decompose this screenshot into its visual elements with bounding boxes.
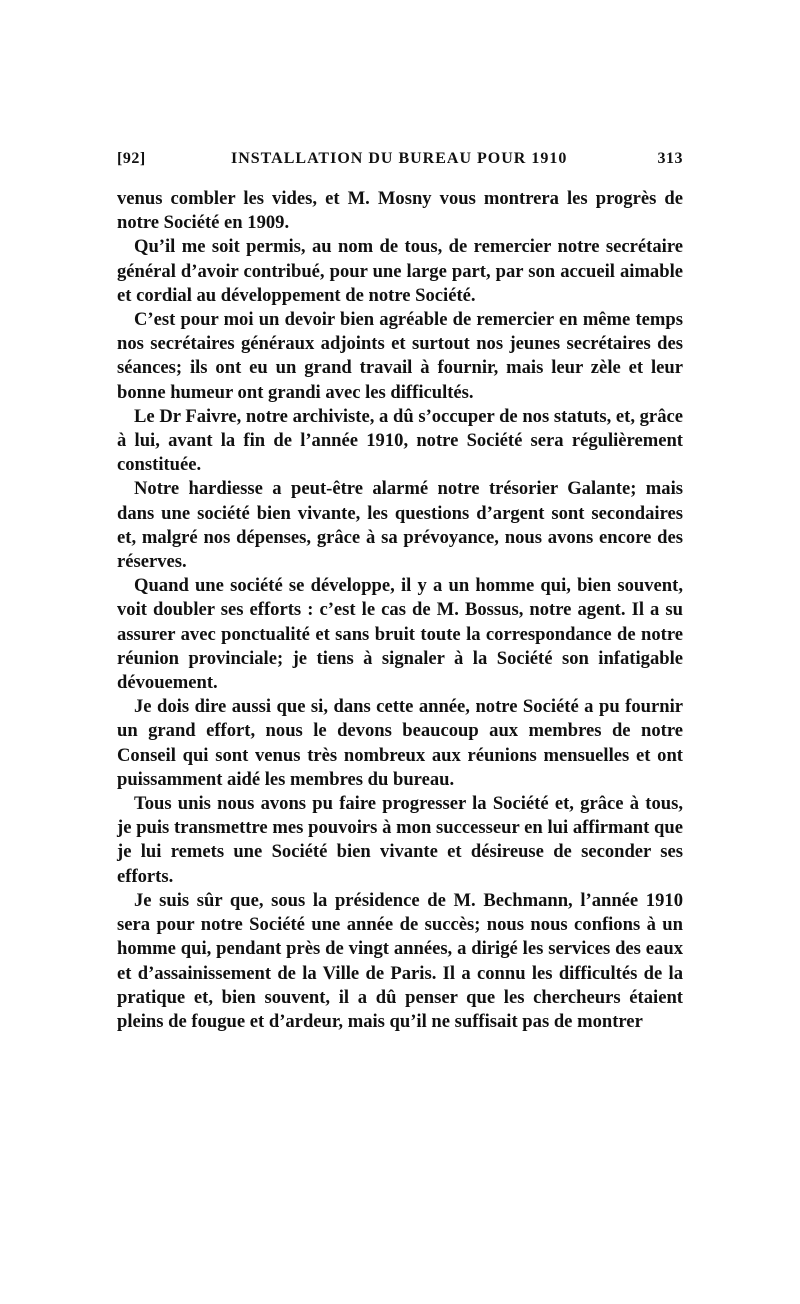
bracket-page-ref: [92] — [117, 150, 146, 167]
page-number: 313 — [657, 150, 683, 167]
body-text — [117, 187, 683, 1034]
book-page — [117, 150, 683, 1034]
paragraph: venus combler les vides, et M. Mosny vous montrera les progrès de notre Société en 1909. — [117, 188, 683, 234]
paragraph: Notre hardiesse a peut-être alarmé notre trésorier Galante; mais dans une société bien vivante, les questions d’argent sont secondaires et, malgré nos dépenses, grâce à sa prévoyance, nous avons encore des réserves. — [117, 478, 683, 573]
running-title: INSTALLATION DU BUREAU POUR 1910 — [231, 150, 568, 167]
paragraph: Le Dr Faivre, notre archiviste, a dû s’occuper de nos statuts, et, grâce à lui, avant la fin de l’année 1910, notre Société sera régulièrement constituée. — [117, 405, 683, 476]
paragraph: Je suis sûr que, sous la présidence de M. Bechmann, l’année 1910 sera pour notre Société une année de succès; nous nous confions à un homme qui, pendant près de vingt années, a dirigé les services des eaux et d’assainissement de la Ville de Paris. Il a connu les difficultés de la pratique et, bien souvent, il a dû penser que les chercheurs étaient pleins de fougue et d’ardeur, mais qu’il ne suffisait pas de montrer — [117, 889, 683, 1032]
paragraph: Tous unis nous avons pu faire progresser la Société et, grâce à tous, je puis transmettre mes pouvoirs à mon successeur en lui affirmant que je lui remets une Société bien vivante et désireuse de seconder ses efforts. — [117, 793, 683, 887]
paragraph: C’est pour moi un devoir bien agréable de remercier en même temps nos secrétaires généraux adjoints et surtout nos jeunes secrétaires des séances; ils ont eu un grand travail à fournir, mais leur zèle et leur bonne humeur ont grandi avec les difficultés. — [117, 309, 683, 403]
paragraph: Quand une société se développe, il y a un homme qui, bien souvent, voit doubler ses efforts : c’est le cas de M. Bossus, notre agent. Il a su assurer avec ponctualité et sans bruit toute la correspondance de notre réunion provinciale; je tiens à signaler à la Société son infatigable dévouement. — [117, 575, 683, 694]
paragraph: Qu’il me soit permis, au nom de tous, de remercier notre secrétaire général d’avoir contribué, pour une large part, par son accueil aimable et cordial au développement de notre Société. — [117, 236, 683, 306]
paragraph: Je dois dire aussi que si, dans cette année, notre Société a pu fournir un grand effort, nous le devons beaucoup aux membres de notre Conseil qui sont venus très nombreux aux réunions mensuelles et ont puissamment aidé les membres du bureau. — [117, 696, 683, 790]
running-head — [117, 150, 683, 176]
